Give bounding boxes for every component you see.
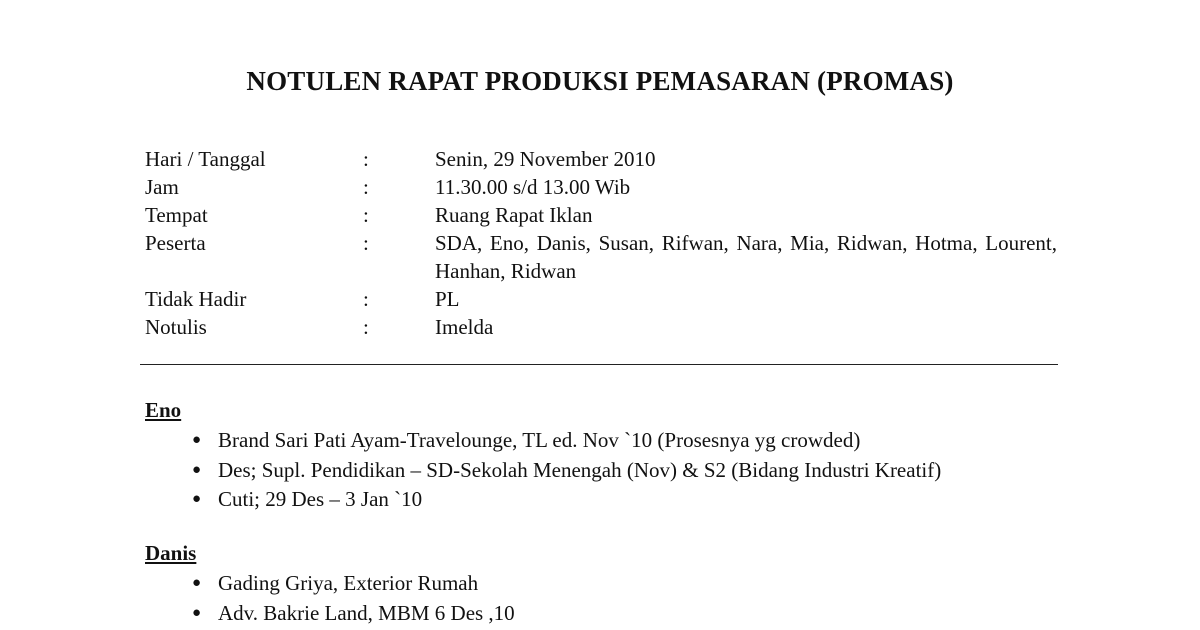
meta-label: Notulis xyxy=(145,315,207,339)
meta-label: Tempat xyxy=(145,203,208,227)
list-item xyxy=(145,569,1065,599)
meeting-info xyxy=(145,145,1065,341)
meta-colon: : xyxy=(363,147,369,171)
list-item xyxy=(145,456,1065,486)
bullet-list xyxy=(145,426,1065,515)
list-item xyxy=(145,426,1065,456)
bullet-icon: ● xyxy=(191,604,201,621)
section-heading: Danis xyxy=(145,541,197,565)
bullet-icon: ● xyxy=(191,432,201,448)
meta-value: PL xyxy=(435,287,460,311)
meta-row-participants xyxy=(145,229,1065,285)
meta-colon: : xyxy=(363,203,369,227)
meta-row-place xyxy=(145,201,1065,229)
meta-label: Hari / Tanggal xyxy=(145,147,266,171)
bullet-icon: ● xyxy=(191,491,201,507)
meta-row-note-taker xyxy=(145,313,1065,341)
meta-value: Senin, 29 November 2010 xyxy=(435,147,656,171)
meta-label: Jam xyxy=(145,175,179,199)
list-item-text: Des; Supl. Pendidikan – SD-Sekolah Menengah (Nov) & S2 (Bidang Industri Kreatif) xyxy=(218,457,942,482)
list-item xyxy=(145,485,1065,515)
meta-value: Ruang Rapat Iklan xyxy=(435,203,593,227)
meta-colon: : xyxy=(363,175,369,199)
list-item-text: Brand Sari Pati Ayam-Travelounge, TL ed. Nov `10 (Prosesnya yg crowded) xyxy=(218,428,861,452)
list-item-text: Adv. Bakrie Land, MBM 6 Des ,10 xyxy=(218,600,515,625)
meta-colon: : xyxy=(363,287,369,311)
section-danis xyxy=(145,539,1065,628)
meta-value: Imelda xyxy=(435,315,494,339)
meta-value: 11.30.00 s/d 13.00 Wib xyxy=(435,175,631,199)
meta-row-date xyxy=(145,145,1065,173)
bullet-icon: ● xyxy=(191,575,201,591)
meta-value: SDA, Eno, Danis, Susan, Rifwan, Nara, Mia, Ridwan, Hotma, Lourent, Hanhan, Ridwan xyxy=(435,231,1057,283)
meta-row-time xyxy=(145,173,1065,201)
meta-label: Tidak Hadir xyxy=(145,287,247,311)
meta-label: Peserta xyxy=(145,231,206,255)
meta-colon: : xyxy=(363,231,369,255)
list-item xyxy=(145,599,1065,629)
bullet-list xyxy=(145,569,1065,628)
list-item-text: Gading Griya, Exterior Rumah xyxy=(218,571,479,595)
document-title: NOTULEN RAPAT PRODUKSI PEMASARAN (PROMAS) xyxy=(246,66,954,96)
meta-colon: : xyxy=(363,315,369,339)
section-eno xyxy=(145,396,1065,515)
section-heading: Eno xyxy=(145,398,182,422)
bullet-icon: ● xyxy=(191,461,201,478)
list-item-text: Cuti; 29 Des – 3 Jan `10 xyxy=(218,487,423,511)
horizontal-divider xyxy=(140,364,1058,365)
meta-row-absent xyxy=(145,285,1065,313)
